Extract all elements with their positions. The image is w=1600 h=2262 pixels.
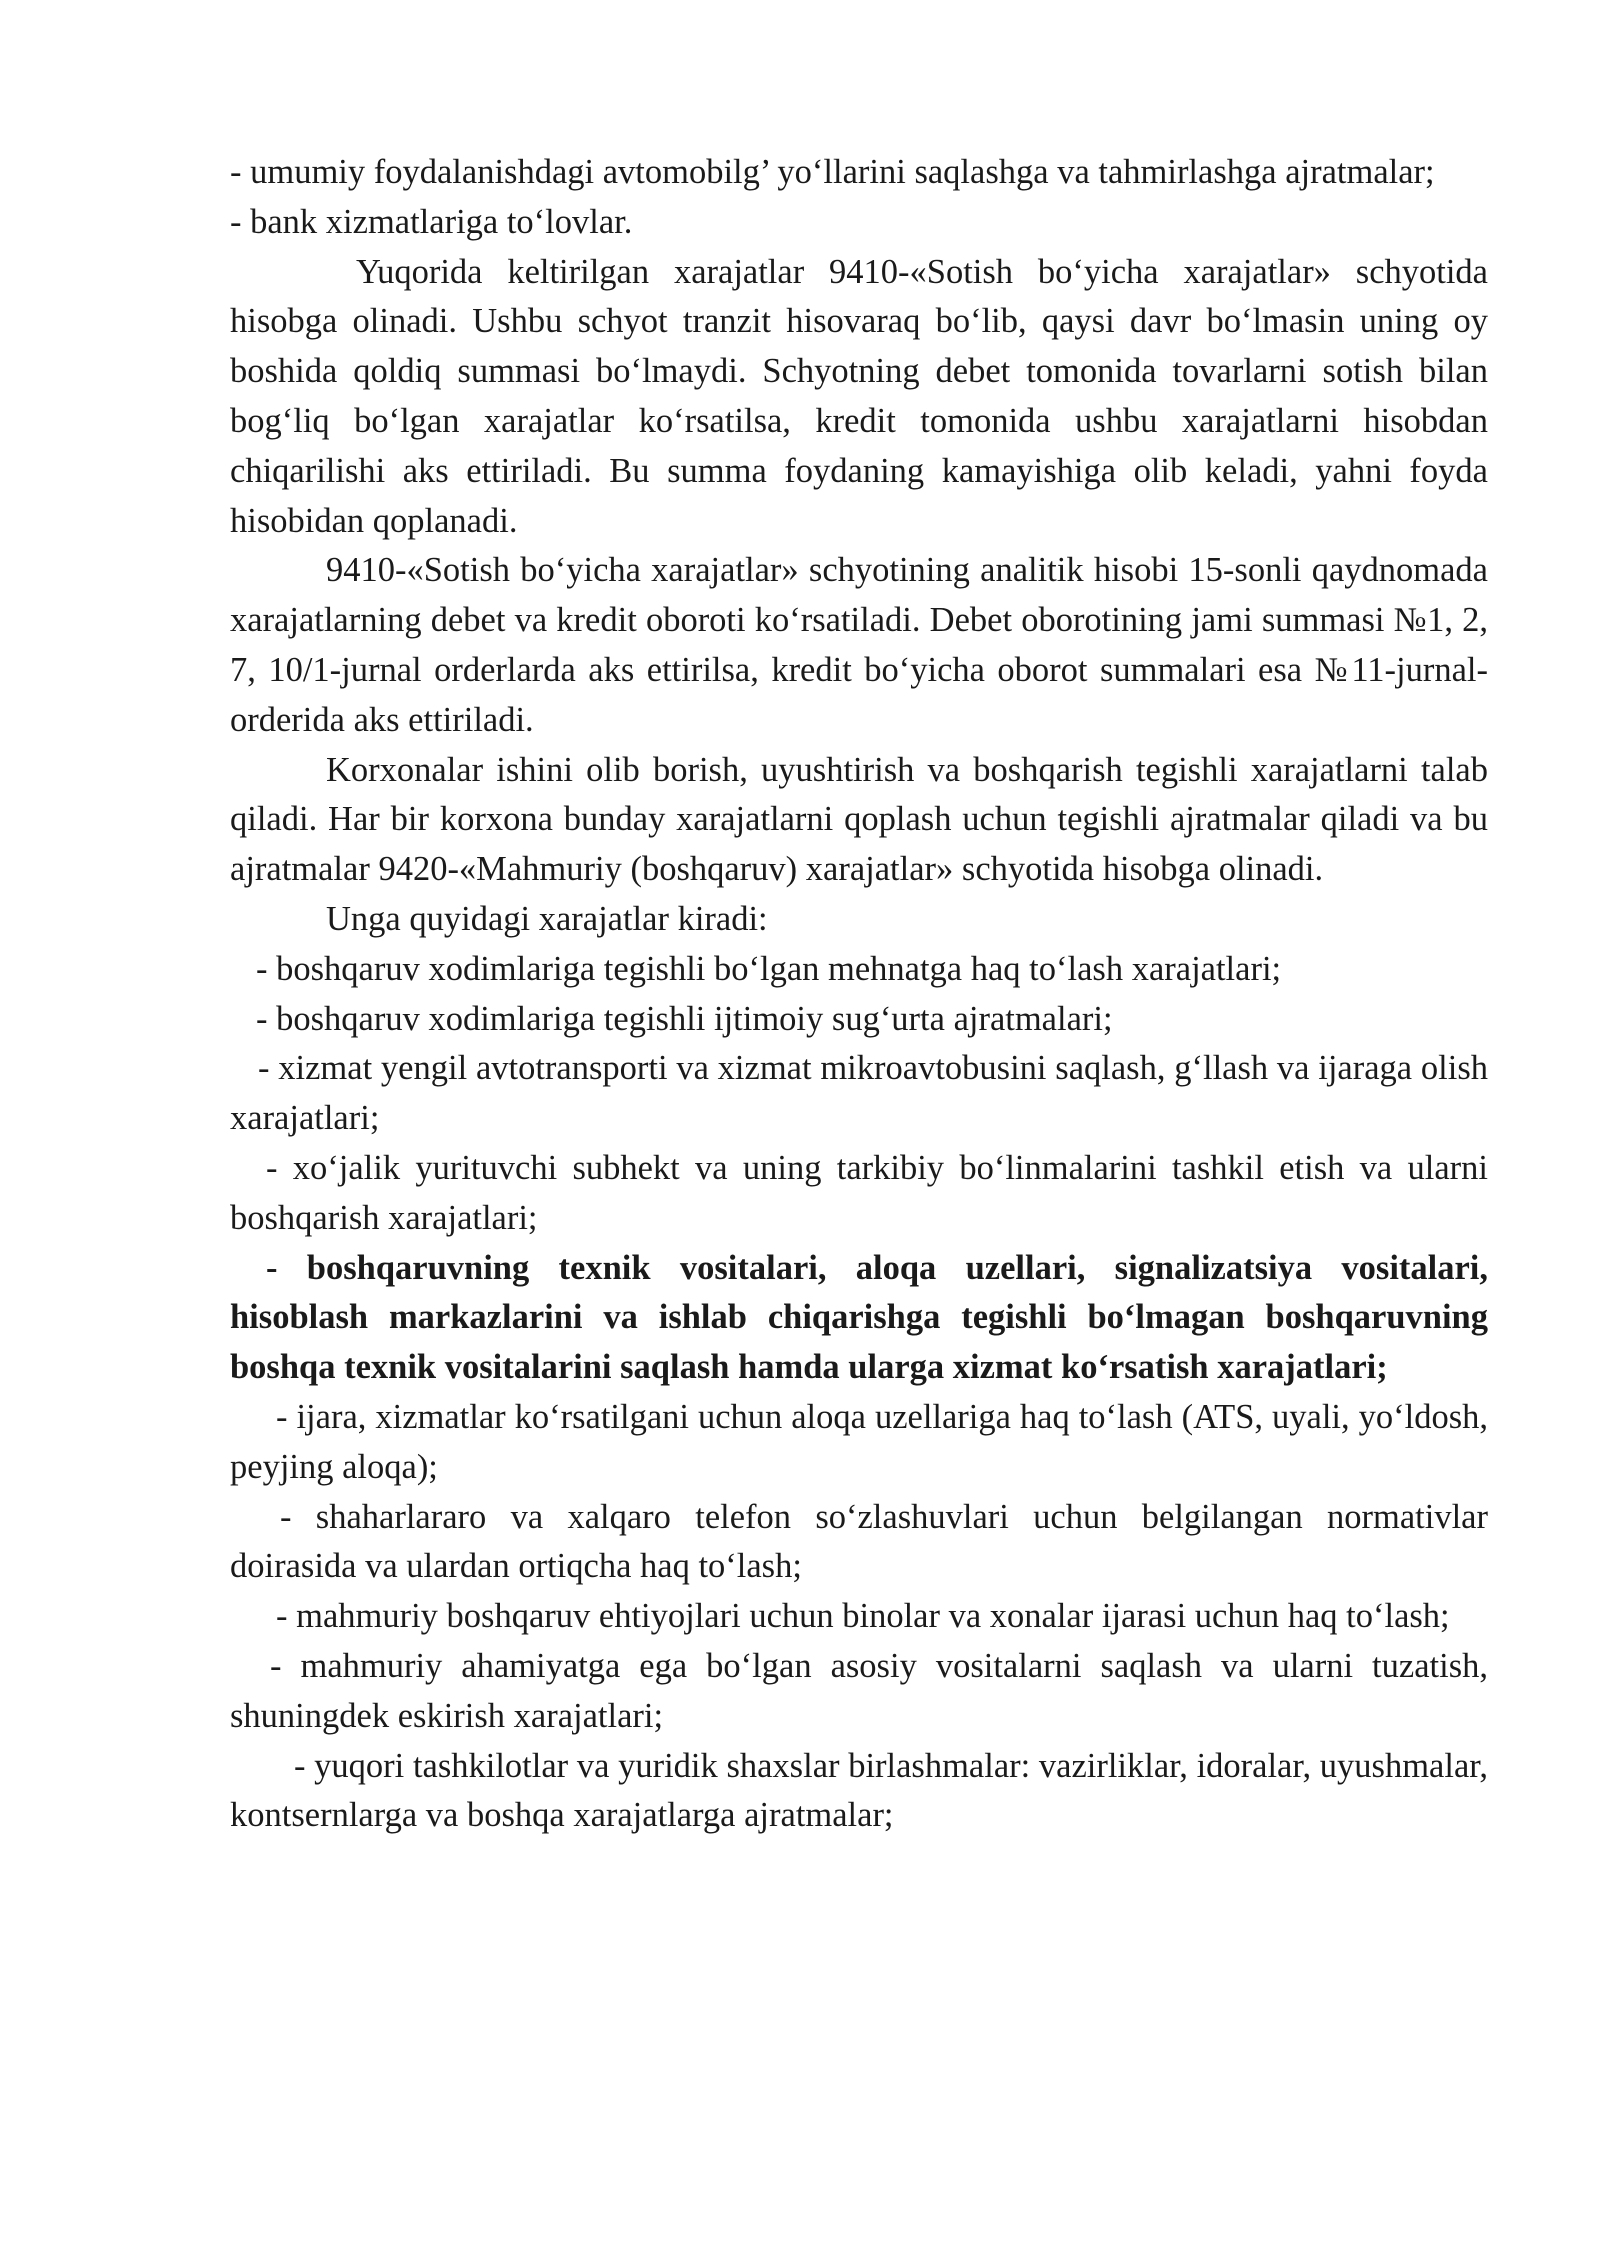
list-item-premises-rent: - mahmuriy boshqaruv ehtiyojlari uchun binolar va xonalar ijarasi uchun haq to‘lash; (276, 1597, 1450, 1636)
paragraph-bank-services: - bank xizmatlariga to‘lovlar. (230, 202, 633, 241)
list-item-telephone-calls: - shaharlararo va xalqaro telefon so‘zlashuvlari uchun belgilangan normativlar doirasida va ulardan ortiqcha haq to‘lash; (230, 1497, 1488, 1586)
list-item-technical-means: - boshqaruvning texnik vositalari, aloqa uzellari, signalizatsiya vositalari, hisoblash markazlarini va ishlab chiqarishga tegishli bo‘lmagan boshqaruvning boshqa texnik vositalarini saqlash hamda ularga xizmat ko‘rsatish xarajatlari; (230, 1248, 1488, 1387)
list-item-fixed-assets: - mahmuriy ahamiyatga ega bo‘lgan asosiy vositalarni saqlash va ularni tuzatish, shuningdek eskirish xarajatlari; (230, 1646, 1488, 1735)
document-page (230, 148, 1488, 1841)
list-item-vehicles: - xizmat yengil avtotransporti va xizmat mikroavtobusini saqlash, g‘llash va ijaraga olish xarajatlari; (230, 1049, 1488, 1138)
list-item-communication-fees: - ijara, xizmatlar ko‘rsatilgani uchun aloqa uzellariga haq to‘lash (ATS, uyali, yo‘ldosh, peyjing aloqa); (230, 1397, 1488, 1486)
list-item-staff-wages: - boshqaruv xodimlariga tegishli bo‘lgan mehnatga haq to‘lash xarajatlari; (256, 949, 1282, 988)
paragraph-admin-expenses-account: Korxonalar ishini olib borish, uyushtirish va boshqarish tegishli xarajatlarni talab qiladi. Har bir korxona bunday xarajatlarni qoplash uchun tegishli ajratmalar qiladi va bu ajratmalar 9420-«Mahmuriy (boshqaruv) xarajatlar» schyotida hisobga olinadi. (230, 750, 1488, 889)
paragraph-road-maintenance: - umumiy foydalanishdagi avtomobilg’ yo‘llarini saqlashga va tahmirlashga ajratmalar; (230, 153, 1435, 191)
paragraph-analytic-accounting: 9410-«Sotish bo‘yicha xarajatlar» schyotining analitik hisobi 15-sonli qaydnomada xarajatlarning debet va kredit oboroti ko‘rsatiladi. Debet oborotining jami summasi №1, 2, 7, 10/1-jurnal orderlarda aks ettirilsa, kredit bo‘yicha oborot summalari esa №11-jurnal-orderida aks ettiriladi. (230, 551, 1488, 739)
list-item-higher-organizations: - yuqori tashkilotlar va yuridik shaxslar birlashmalar: vazirliklar, idoralar, uyushmalar, kontsernlarga va boshqa xarajatlarga ajratmalar; (230, 1746, 1488, 1835)
list-item-entity-management: - xo‘jalik yurituvchi subhekt va uning tarkibiy bo‘linmalarini tashkil etish va ularni boshqarish xarajatlari; (230, 1148, 1488, 1237)
paragraph-sales-expenses-account: Yuqorida keltirilgan xarajatlar 9410-«Sotish bo‘yicha xarajatlar» schyotida hisobga olinadi. Ushbu schyot tranzit hisovaraq bo‘lib, qaysi davr bo‘lmasin uning oy boshida qoldiq summasi bo‘lmaydi. Schyotning debet tomonida tovarlarni sotish bilan bog‘liq bo‘lgan xarajatlar ko‘rsatilsa, kredit tomonida ushbu xarajatlarni hisobdan chiqarilishi aks ettiriladi. Bu summa foydaning kamayishiga olib keladi, yahni foyda hisobidan qoplanadi. (230, 252, 1488, 540)
list-item-social-insurance: - boshqaruv xodimlariga tegishli ijtimoiy sug‘urta ajratmalari; (256, 999, 1113, 1038)
paragraph-list-intro: Unga quyidagi xarajatlar kiradi: (326, 899, 768, 938)
